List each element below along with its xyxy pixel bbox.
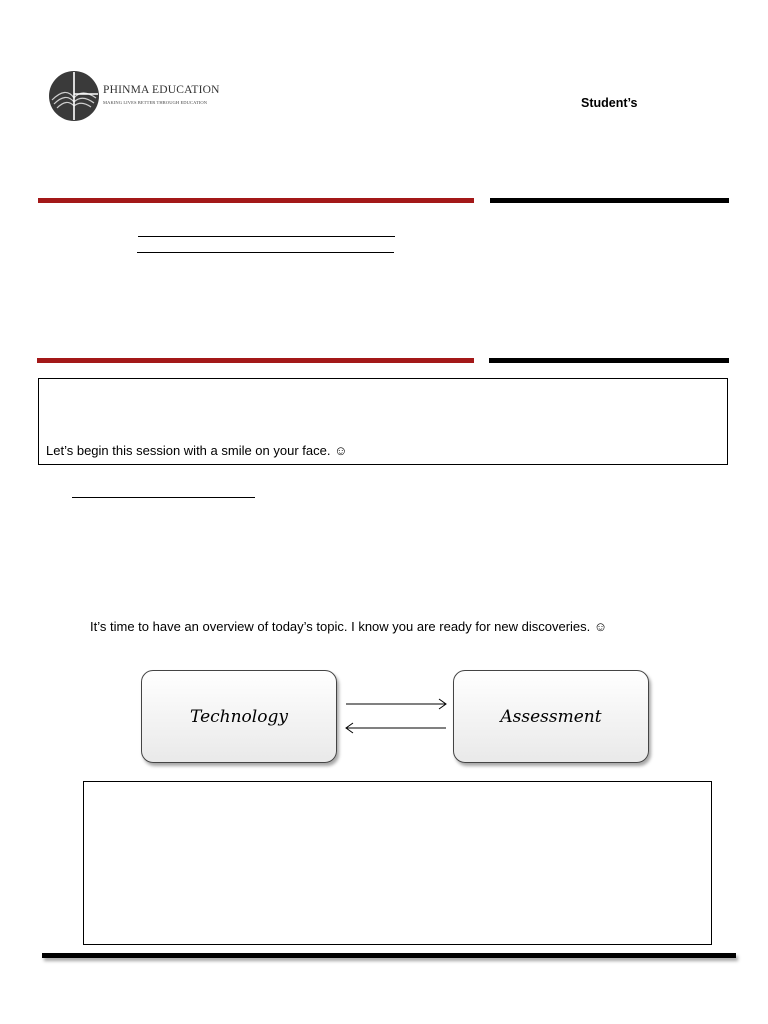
fill-in-line	[72, 497, 255, 498]
technology-box	[141, 670, 337, 763]
assessment-box	[453, 670, 649, 763]
logo-name: PHINMA EDUCATION	[103, 84, 220, 96]
overview-intro: It’s time to have an overview of today’s topic. I know you are ready for new discoveries. ☺	[90, 619, 608, 634]
phinma-logo-icon	[48, 70, 100, 122]
fill-in-line	[137, 252, 394, 253]
logo-tagline: MAKING LIVES BETTER THROUGH EDUCATION	[103, 100, 208, 105]
students-label: Student’s	[581, 96, 638, 110]
warmup-text: Let’s begin this session with a smile on your face. ☺	[46, 443, 348, 458]
top-rule-black	[490, 198, 729, 203]
notes-box	[83, 781, 712, 945]
warmup-box	[38, 378, 728, 465]
phinma-logo	[40, 70, 220, 125]
section-rule-red	[37, 358, 474, 363]
fill-in-line	[138, 236, 395, 237]
bidirectional-arrows-icon	[338, 690, 453, 740]
assessment-label: Assessment	[500, 706, 602, 727]
technology-label: Technology	[190, 706, 288, 727]
top-rule-red	[38, 198, 474, 203]
bottom-rule	[42, 953, 736, 958]
section-rule-black	[489, 358, 729, 363]
